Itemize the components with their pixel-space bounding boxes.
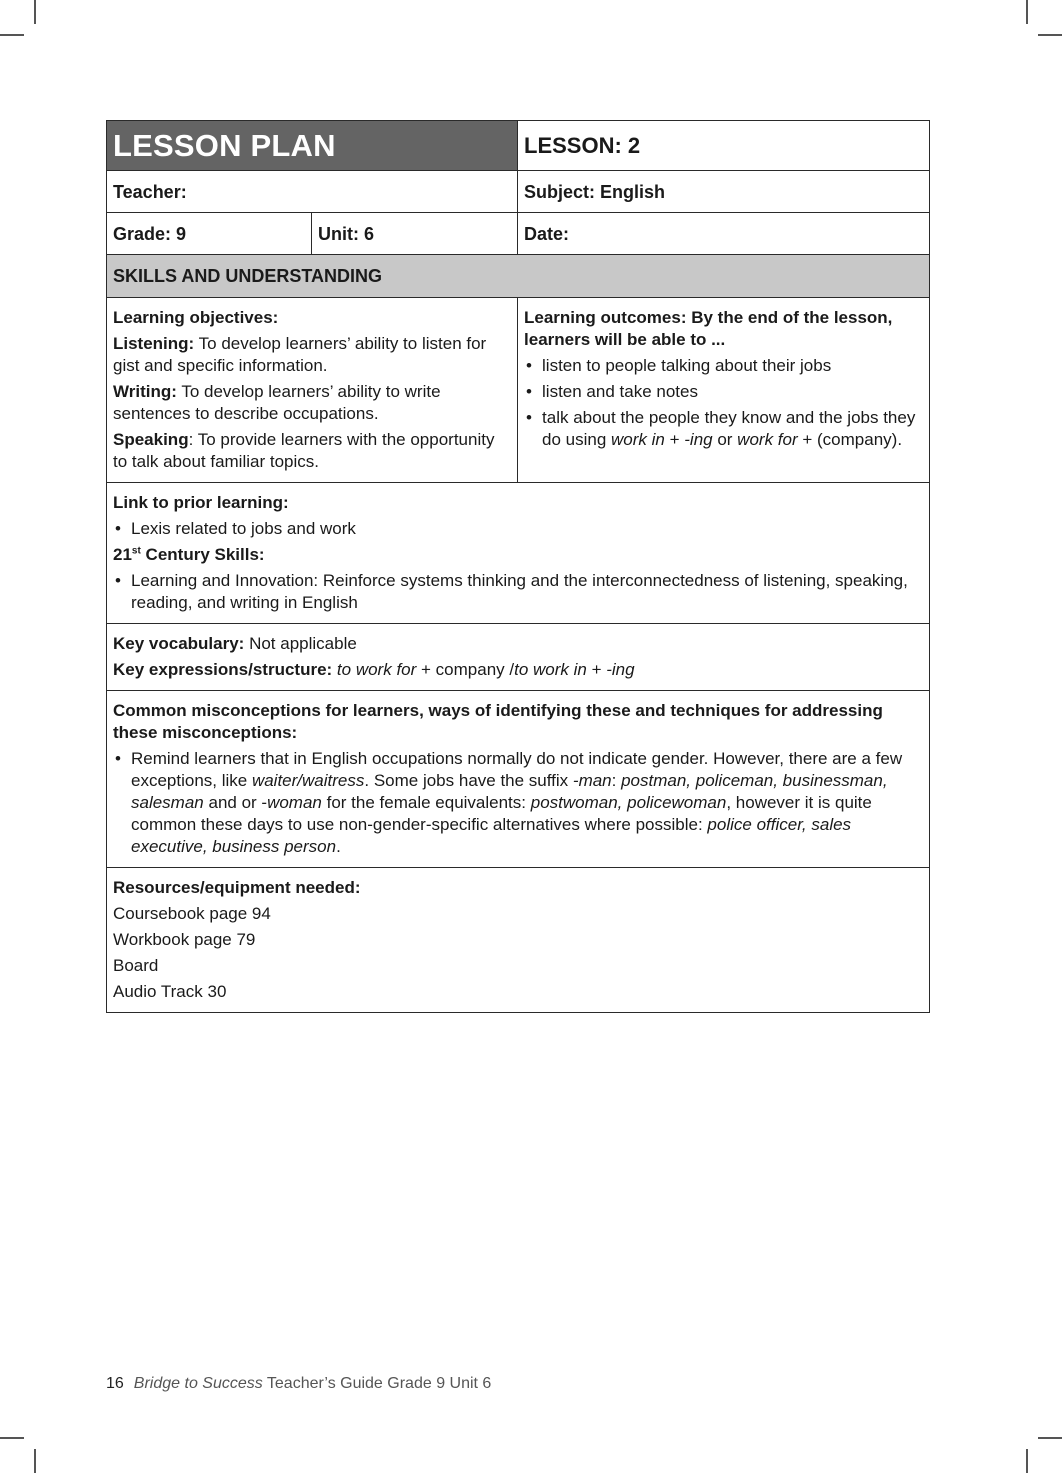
- objective-writing: [113, 381, 511, 425]
- resource-item: Board: [113, 956, 159, 975]
- outcome-text: + (company).: [797, 430, 903, 449]
- learning-outcomes-heading: Learning outcomes: By the end of the lesson, learners will be able to ...: [524, 308, 893, 349]
- outcome-text: talk about the people they know and the jobs they do using: [542, 408, 916, 449]
- century-rest: Century Skills:: [140, 545, 265, 564]
- misconception-text: Remind learners that in English occupations normally do not indicate gender. However, there are a few exceptions, like: [131, 749, 903, 790]
- resource-item: Coursebook page 94: [113, 904, 271, 923]
- subject-field: Subject: English: [518, 171, 930, 213]
- outcome-text-italic: work for: [737, 430, 798, 449]
- outcome-text: +: [664, 430, 685, 449]
- misconceptions-cell: [107, 691, 930, 868]
- learning-outcomes-cell: [518, 298, 930, 483]
- resource-item: Workbook page 79: [113, 930, 256, 949]
- misconception-text-italic: waiter/waitress: [251, 771, 365, 790]
- crop-mark: [1026, 1449, 1028, 1473]
- century-sup: st: [131, 545, 141, 557]
- page-footer: [106, 1375, 491, 1393]
- prior-learning-heading: Link to prior learning:: [113, 493, 289, 512]
- century-skills-list: [113, 570, 923, 614]
- crop-mark: [0, 1437, 24, 1439]
- objective-speaking: [113, 429, 511, 473]
- outcome-text-italic: -ing: [684, 430, 713, 449]
- lesson-plan-table: [106, 120, 930, 1013]
- page-number: 16: [106, 1375, 124, 1392]
- prior-learning-cell: [107, 483, 930, 624]
- footer-text: Teacher’s Guide Grade 9 Unit 6: [262, 1375, 492, 1392]
- unit-field: Unit: 6: [312, 213, 518, 255]
- learning-objectives-heading: Learning objectives:: [113, 308, 279, 327]
- misconceptions-heading: Common misconceptions for learners, ways of identifying these and techniques for addressing these misconceptions:: [113, 701, 883, 742]
- expr-text: + company /: [416, 660, 515, 679]
- misconception-text-italic: postwoman, policewoman: [530, 793, 727, 812]
- skills-section-heading: SKILLS AND UNDERSTANDING: [107, 255, 930, 298]
- key-vocabulary: [113, 633, 923, 655]
- expr-italic: -ing: [606, 660, 635, 679]
- objective-text: To develop learners’ ability to write sentences to describe occupations.: [113, 382, 441, 423]
- key-expressions: [113, 659, 923, 681]
- key-vocabulary-label: Key vocabulary:: [113, 634, 245, 653]
- key-expressions-label: Key expressions/structure:: [113, 660, 333, 679]
- expr-italic: to work in: [514, 660, 587, 679]
- outcome-item: • listen and take notes: [524, 381, 923, 403]
- crop-mark: [34, 1449, 36, 1473]
- outcome-text: or: [712, 430, 738, 449]
- book-title: Bridge to Success: [133, 1375, 263, 1392]
- resources-heading: Resources/equipment needed:: [113, 878, 361, 897]
- grade-field: Grade: 9: [107, 213, 312, 255]
- learning-outcomes-list: [524, 355, 923, 451]
- misconception-text-italic: -man: [572, 771, 612, 790]
- outcome-item: [524, 407, 923, 451]
- century-num: 21: [113, 545, 132, 564]
- objective-listening: [113, 333, 511, 377]
- objective-label: Writing:: [113, 382, 177, 401]
- prior-learning-list: [113, 518, 923, 540]
- misconception-text: .: [336, 837, 341, 856]
- expr-text: +: [586, 660, 607, 679]
- misconception-text: :: [611, 771, 622, 790]
- crop-mark: [34, 0, 36, 24]
- crop-mark: [1038, 34, 1062, 36]
- century-skills-heading: [113, 544, 923, 566]
- objective-text: To develop learners’ ability to listen for gist and specific information.: [113, 334, 487, 375]
- prior-learning-item: • Lexis related to jobs and work: [113, 518, 923, 540]
- resources-cell: [107, 868, 930, 1013]
- expr-italic: to work for: [332, 660, 417, 679]
- resource-item: Audio Track 30: [113, 982, 227, 1001]
- lesson-number: LESSON: 2: [518, 121, 930, 171]
- misconception-text-italic: postman, policeman, businessman, salesman: [131, 771, 888, 812]
- misconceptions-list: [113, 748, 923, 858]
- misconception-text: for the female equivalents:: [321, 793, 531, 812]
- date-field: Date:: [518, 213, 930, 255]
- objective-text: : To provide learners with the opportunity to talk about familiar topics.: [113, 430, 495, 471]
- learning-objectives-cell: [107, 298, 518, 483]
- misconception-text-italic: woman: [267, 793, 322, 812]
- outcome-text-italic: work in: [611, 430, 665, 449]
- objective-label: Listening:: [113, 334, 195, 353]
- misconception-text: , however it is quite common these days to use non-gender-specific alternatives where possible:: [131, 793, 872, 834]
- crop-mark: [1038, 1437, 1062, 1439]
- objective-label: Speaking: [113, 430, 189, 449]
- key-vocabulary-cell: [107, 624, 930, 691]
- century-skills-item: • Learning and Innovation: Reinforce systems thinking and the interconnectedness of listening, speaking, reading, and writing in English: [113, 570, 923, 614]
- lesson-plan-title: LESSON PLAN: [107, 121, 518, 171]
- misconception-text: . Some jobs have the suffix: [364, 771, 573, 790]
- crop-mark: [0, 34, 24, 36]
- misconception-item: [113, 748, 923, 858]
- key-vocabulary-value: Not applicable: [244, 634, 357, 653]
- crop-mark: [1026, 0, 1028, 24]
- misconception-text-italic: police officer, sales executive, business person: [131, 815, 852, 856]
- outcome-item: • listen to people talking about their jobs: [524, 355, 923, 377]
- misconception-text: and or -: [203, 793, 268, 812]
- teacher-field: Teacher:: [107, 171, 518, 213]
